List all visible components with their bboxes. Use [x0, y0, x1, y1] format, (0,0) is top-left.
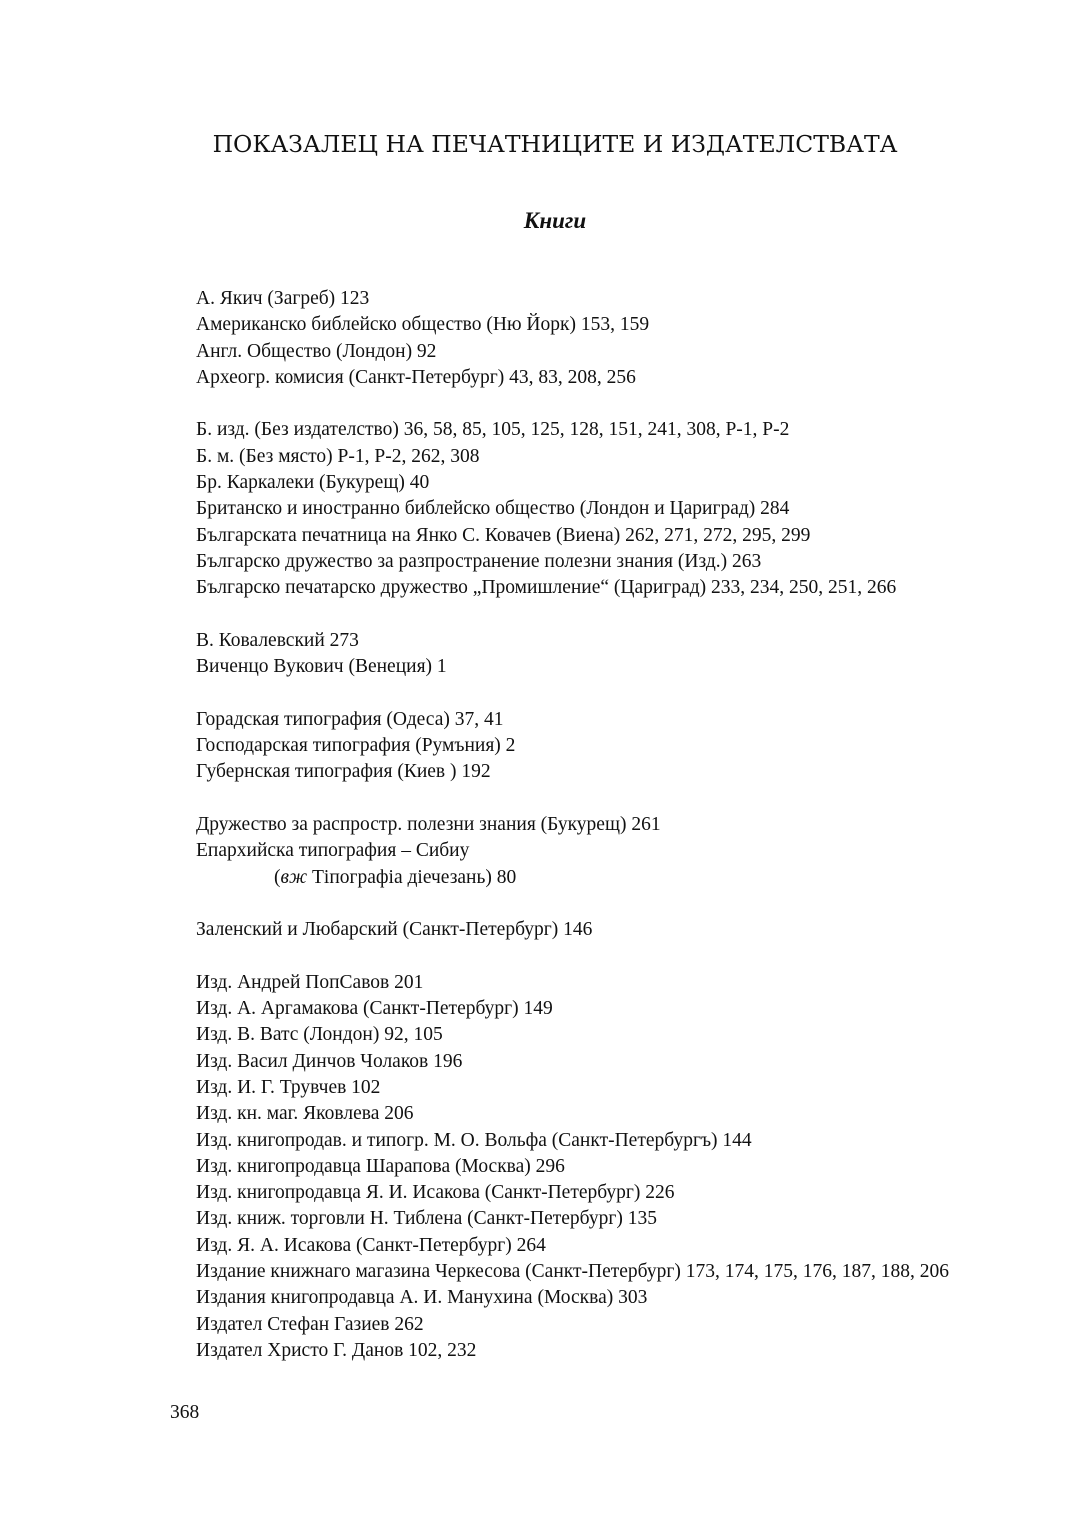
index-entry: Издател Стефан Газиев 262 [196, 1313, 424, 1335]
index-cross-reference [196, 865, 1016, 891]
index-entry: Изд. кн. маг. Яковлева 206 [196, 1103, 414, 1125]
index-entry: Изд. И. Г. Трувчев 102 [196, 1076, 381, 1098]
index-entry: Виченцо Вукович (Венеция) 1 [196, 656, 447, 678]
index-entry: Археогр. комисия (Санкт-Петербург) 43, 83, 208, 256 [196, 366, 636, 388]
index-entry: Господарская типография (Румъния) 2 [196, 735, 516, 757]
index-entry: Изд. книж. торговли Н. Тиблена (Санкт-Петербург) 135 [196, 1208, 657, 1230]
index-entry: Б. м. (Без място) Р-1, Р-2, 262, 308 [196, 445, 480, 467]
index-entry: А. Якич (Загреб) 123 [196, 288, 370, 309]
index-group-a [196, 286, 1016, 391]
index-entry: Изд. А. Аргамакова (Санкт-Петербург) 149 [196, 998, 553, 1020]
section-title: Книги [523, 208, 587, 233]
cross-ref-open: ( [274, 866, 281, 888]
index-entry: Издание книжнаго магазина Черкесова (Санкт-Петербург) 173, 174, 175, 176, 187, 188, 206 [196, 1260, 949, 1282]
index-group-g [196, 707, 1016, 786]
index-entry: Изд. книгопродавца Шарапова (Москва) 296 [196, 1155, 565, 1177]
page-title: ПОКАЗАЛЕЦ НА ПЕЧАТНИЦИТЕ И ИЗДАТЕЛСТВАТА [212, 130, 898, 158]
index-group-d [196, 812, 1016, 891]
index-entry: Б. изд. (Без издателство) 36, 58, 85, 105, 125, 128, 151, 241, 308, Р-1, Р-2 [196, 419, 790, 441]
index-entry: Дружество за распростр. полезни знания (Букурещ) 261 [196, 813, 661, 835]
index-entry: Изд. Я. А. Исакова (Санкт-Петербург) 264 [196, 1234, 546, 1256]
index-entry: Изд. Андрей ПопСавов 201 [196, 971, 424, 993]
index-entry: Изд. книгопродавца Я. И. Исакова (Санкт-Петербург) 226 [196, 1182, 675, 1204]
index-entry: Изд. Васил Динчов Чолаков 196 [196, 1050, 463, 1072]
cross-ref-target: Тіпографіа діечезань) 80 [307, 866, 517, 888]
group-spacer [196, 943, 1016, 969]
index-entry: Изд. книгопродав. и типогр. М. О. Вольфа (Санкт-Петербургъ) 144 [196, 1129, 752, 1151]
index-group-b [196, 417, 1016, 601]
index-entry: Англ. Общество (Лондон) 92 [196, 340, 437, 362]
index-entry: Българско дружество за разпространение полезни знания (Изд.) 263 [196, 550, 762, 572]
group-spacer [196, 602, 1016, 628]
index-entries [196, 286, 1016, 1364]
index-entry: Българската печатница на Янко С. Ковачев (Виена) 262, 271, 272, 295, 299 [196, 524, 811, 546]
group-spacer [196, 891, 1016, 917]
index-entry: Горадская типография (Одеса) 37, 41 [196, 708, 504, 730]
index-entry: Епархийска типография – Сибиу [196, 840, 470, 862]
index-group-z [196, 917, 1016, 943]
index-group-i [196, 970, 1016, 1364]
index-group-v [196, 628, 1016, 681]
index-entry: Издания книгопродавца А. И. Манухина (Москва) 303 [196, 1287, 648, 1309]
index-entry: Издател Христо Г. Данов 102, 232 [196, 1339, 477, 1361]
index-entry: Бр. Каркалеки (Букурещ) 40 [196, 472, 430, 494]
index-entry: Британско и иностранно библейско общество (Лондон и Цариград) 284 [196, 498, 790, 520]
index-entry: Американско библейско общество (Ню Йорк) 153, 159 [196, 314, 650, 336]
index-entry: Българско печатарско дружество „Промишление“ (Цариград) 233, 234, 250, 251, 266 [196, 577, 897, 599]
cross-ref-marker: вж [280, 866, 308, 888]
group-spacer [196, 680, 1016, 706]
group-spacer [196, 786, 1016, 812]
index-entry: Изд. В. Ватс (Лондон) 92, 105 [196, 1024, 443, 1046]
index-entry: Заленский и Любарский (Санкт-Петербург) 146 [196, 919, 593, 941]
index-entry: Губернская типография (Киев ) 192 [196, 761, 491, 783]
index-entry: В. Ковалевский 273 [196, 629, 359, 651]
group-spacer [196, 391, 1016, 417]
page-number: 368 [170, 1402, 200, 1423]
